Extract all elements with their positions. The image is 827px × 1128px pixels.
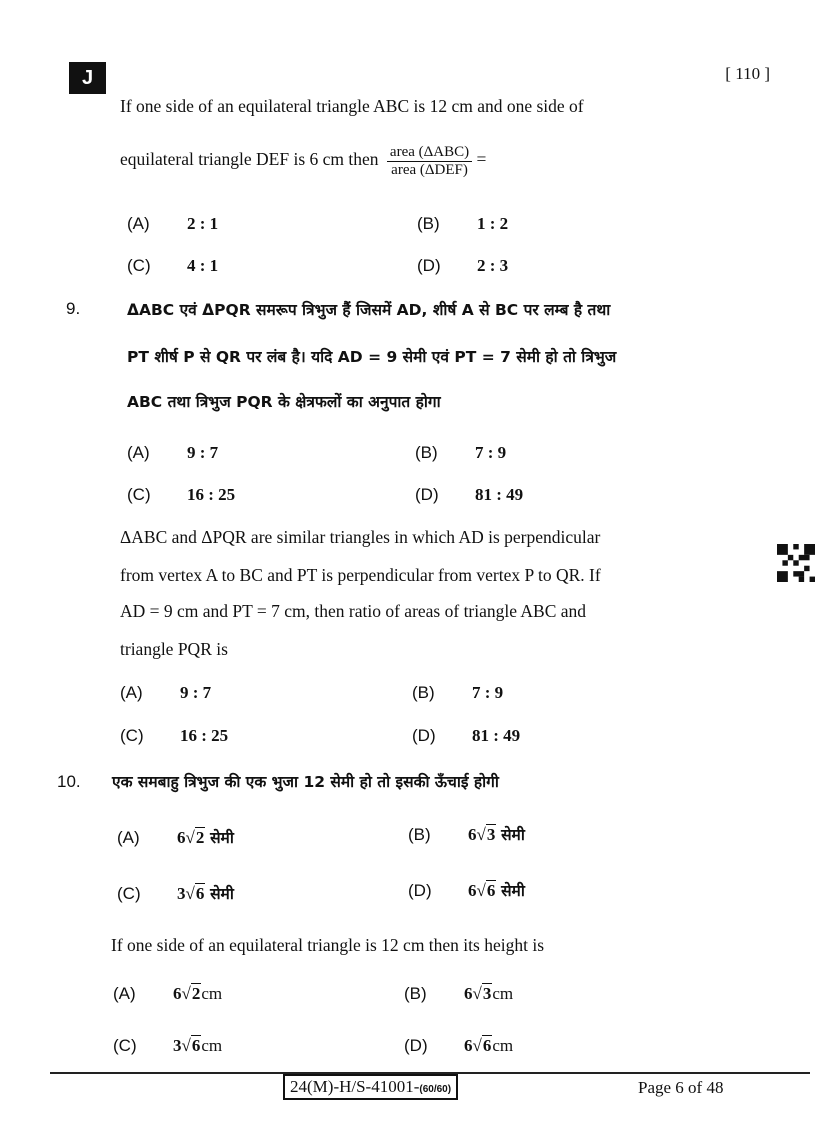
q10-hindi-option-d: (D) 6√6 सेमी	[408, 881, 525, 900]
q8-line1: If one side of an equilateral triangle ABC is 12 cm and one side of	[120, 96, 584, 116]
page-number: Page 6 of 48	[638, 1078, 724, 1097]
equals-sign: =	[476, 149, 487, 170]
q9-english-line3: AD = 9 cm and PT = 7 cm, then ratio of areas of triangle ABC and	[120, 601, 587, 621]
q9-english-option-b: (B) 7 : 9	[412, 683, 504, 702]
q9-hindi-line1: ΔABC एवं ΔPQR समरूप त्रिभुज हैं जिसमें AD, शीर्ष A से BC पर लम्ब है तथा	[127, 301, 611, 319]
q10-hindi-option-a: (A) 6√2 सेमी	[117, 828, 234, 847]
q9-english-option-a: (A) 9 : 7	[120, 683, 212, 702]
q8-option-a: (A) 2 : 1	[127, 214, 219, 233]
q9-hindi-option-c: (C) 16 : 25	[127, 485, 236, 504]
q9-number: 9.	[66, 299, 81, 318]
q9-english-option-d: (D) 81 : 49	[412, 726, 521, 745]
q10-english-option-d: (D) 6√6cm	[404, 1036, 514, 1055]
q10-hindi-option-c: (C) 3√6 सेमी	[117, 884, 234, 903]
set-badge: J	[69, 62, 106, 94]
q8-option-c: (C) 4 : 1	[127, 256, 219, 275]
q9-hindi-option-b: (B) 7 : 9	[415, 443, 507, 462]
paper-code-box: 24(M)-H/S-41001-(60/60)	[283, 1074, 458, 1100]
q9-english-option-c: (C) 16 : 25	[120, 726, 229, 745]
q9-english-line4: triangle PQR is	[120, 639, 228, 659]
q8-option-d: (D) 2 : 3	[417, 256, 509, 275]
q9-english-line1: ΔABC and ΔPQR are similar triangles in which AD is perpendicular	[120, 527, 601, 547]
q9-hindi-line2: PT शीर्ष P से QR पर लंब है। यदि AD = 9 सेमी एवं PT = 7 सेमी हो तो त्रिभुज	[127, 348, 617, 366]
q10-english-option-c: (C) 3√6cm	[113, 1036, 223, 1055]
page-marker: [ 110 ]	[725, 64, 770, 83]
q10-english-line: If one side of an equilateral triangle is 12 cm then its height is	[111, 935, 545, 955]
q10-hindi-option-b: (B) 6√3 सेमी	[408, 825, 525, 844]
q9-hindi-line3: ABC तथा त्रिभुज PQR के क्षेत्रफलों का अनुपात होगा	[127, 393, 441, 411]
q9-hindi-option-a: (A) 9 : 7	[127, 443, 219, 462]
q10-hindi-line: एक समबाहु त्रिभुज की एक भुजा 12 सेमी हो तो इसकी ऊँचाई होगी	[112, 773, 499, 791]
q10-english-option-a: (A) 6√2cm	[113, 984, 223, 1003]
q9-english-line2: from vertex A to BC and PT is perpendicular from vertex P to QR. If	[120, 565, 601, 585]
q8-option-b: (B) 1 : 2	[417, 214, 509, 233]
q10-english-option-b: (B) 6√3cm	[404, 984, 514, 1003]
q8-line2-prefix: equilateral triangle DEF is 6 cm then	[120, 149, 379, 170]
qr-code-icon	[777, 544, 815, 582]
fraction-denominator: area (ΔDEF)	[391, 161, 468, 178]
area-fraction	[387, 144, 472, 178]
q10-number: 10.	[57, 772, 81, 791]
q9-hindi-option-d: (D) 81 : 49	[415, 485, 524, 504]
fraction-numerator: area (ΔABC)	[387, 144, 472, 162]
q8-line2	[120, 144, 486, 178]
